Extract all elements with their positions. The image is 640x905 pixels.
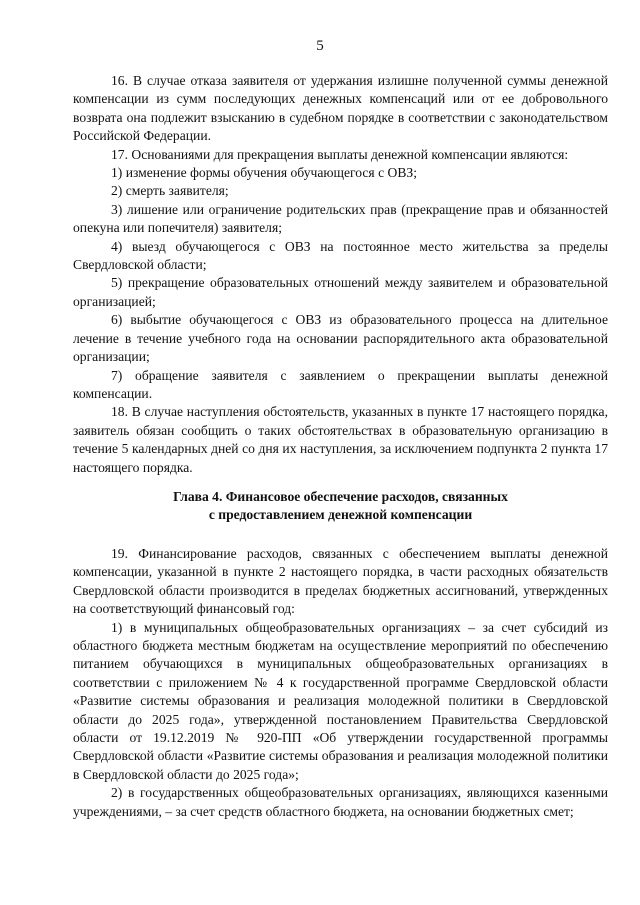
page-number: 5 <box>316 38 324 54</box>
list-item-17-2: 2) смерть заявителя; <box>111 183 229 199</box>
section-paragraphs-16-18 <box>73 72 608 477</box>
list-item-17-7: 7) обращение заявителя с заявлением о прекращении выплаты денежной компенсации. <box>73 367 608 401</box>
chapter-heading-line-1: Глава 4. Финансовое обеспечение расходов, связанных <box>173 489 508 504</box>
paragraph-18: 18. В случае наступления обстоятельств, указанных в пункте 17 настоящего порядка, заявитель обязан сообщить о таких обстоятельствах в образовательную организацию в течение 5 календарных дней со дня их наступления, за исключением подпункта 2 пункта 17 настоящего порядка. <box>73 404 608 475</box>
chapter-heading <box>73 488 608 525</box>
list-item-17-4: 4) выезд обучающегося с ОВЗ на постоянное место жительства за пределы Свердловской области; <box>73 238 608 273</box>
chapter-heading-line-2: с предоставлением денежной компенсации <box>208 507 473 523</box>
paragraph-19: 19. Финансирование расходов, связанных с обеспечением выплаты денежной компенсации, указанной в пункте 2 настоящего порядка, в части расходных обязательств Свердловской области производится в пределах бюджетных ассигнований, утвержденных на соответствующий финансовый год: <box>73 546 608 617</box>
list-item-19-1: 1) в муниципальных общеобразовательных организациях – за счет субсидий из областного бюджета местным бюджетам на осуществление мероприятий по обеспечению питанием обучающихся в муниципальных общеобразовательных организациях в соответствии с приложением № 4 к государственной программе Свердловской области «Развитие системы образования и реализация молодежной политики в Свердловской области до 2025 года», утвержденной постановлением Правительства Свердловской области от 19.12.2019 № 920-ПП «Об утверждении государственной программы Свердловской области «Развитие системы образования и реализация молодежной политики в Свердловской области до 2025 года»; <box>73 619 608 782</box>
list-item-17-6: 6) выбытие обучающегося с ОВЗ из образовательного процесса на длительное лечение в течение учебного года на основании распорядительного акта образовательной организации; <box>73 312 608 365</box>
list-item-19-2: 2) в государственных общеобразовательных организациях, являющихся казенными учреждениями, – за счет средств областного бюджета, на основании бюджетных смет; <box>73 785 608 819</box>
list-item-17-1: 1) изменение формы обучения обучающегося с ОВЗ; <box>111 165 417 181</box>
paragraph-17: 17. Основаниями для прекращения выплаты денежной компенсации являются: <box>111 146 569 162</box>
list-item-17-5: 5) прекращение образовательных отношений между заявителем и образовательной организацией; <box>73 275 608 309</box>
paragraph-16: 16. В случае отказа заявителя от удержания излишне полученной суммы денежной компенсации из сумм последующих денежных компенсаций или от ее добровольного возврата она подлежит взысканию в судебном порядке в соответствии с законодательством Российской Федерации. <box>73 73 608 144</box>
section-paragraph-19 <box>73 545 608 821</box>
list-item-17-3: 3) лишение или ограничение родительских прав (прекращение прав и обязанностей опекуна или попечителя) заявителя; <box>73 201 608 236</box>
